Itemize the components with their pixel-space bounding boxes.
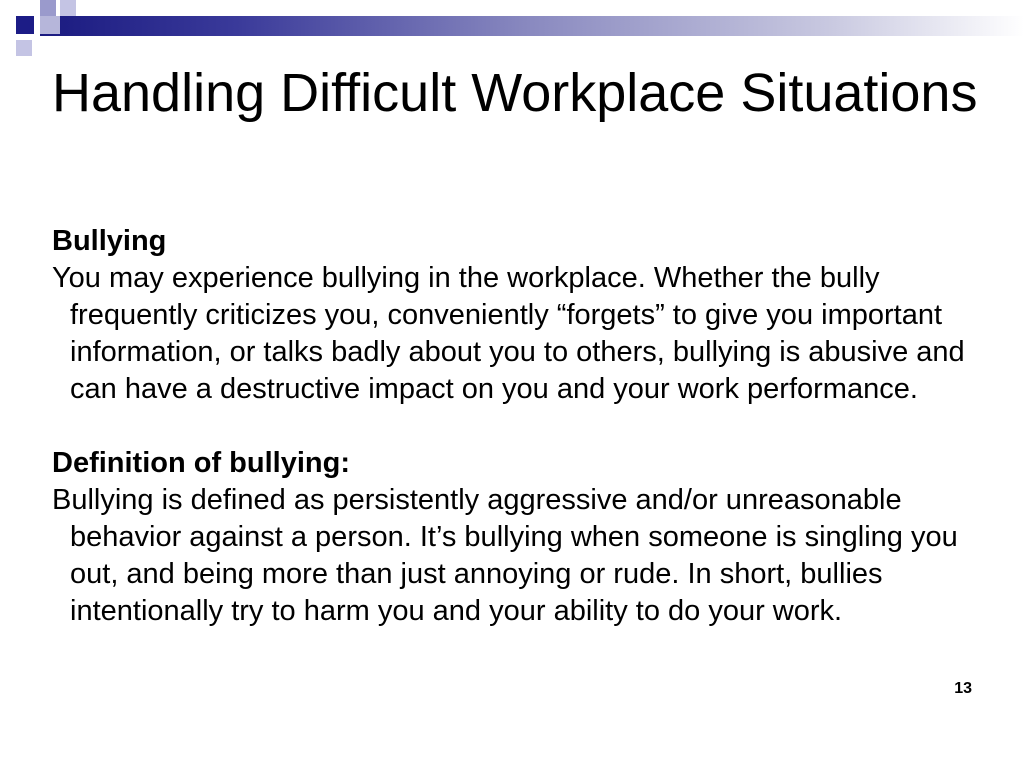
- section-paragraph-definition: Bullying is defined as persistently aggressive and/or unreasonable behavior against a person. It’s bullying when someone is singling you out, and being more than just annoying or rude. In short, bullies intentionally try to harm you and your ability to do your work.: [52, 484, 958, 627]
- decor-square: [0, 0, 16, 16]
- decor-square: [40, 16, 60, 34]
- slide-title: Handling Difficult Workplace Situations: [52, 63, 978, 123]
- section-heading-definition: Definition of bullying:: [52, 447, 351, 479]
- decor-square: [16, 16, 34, 34]
- page-number: 13: [954, 680, 972, 697]
- decor-square: [40, 0, 56, 16]
- slide-body: [52, 223, 982, 630]
- decor-square: [60, 36, 76, 50]
- header-gradient-bar: [40, 16, 1024, 36]
- section-paragraph-bullying: You may experience bullying in the workplace. Whether the bully frequently criticizes you, conveniently “forgets” to give you important information, or talks badly about you to others, bullying is abusive and can have a destructive impact on you and your work performance.: [52, 262, 965, 405]
- decor-square: [16, 40, 32, 56]
- section-heading-bullying: Bullying: [52, 225, 167, 257]
- decor-square: [60, 0, 76, 16]
- paragraph-spacer: [52, 408, 982, 445]
